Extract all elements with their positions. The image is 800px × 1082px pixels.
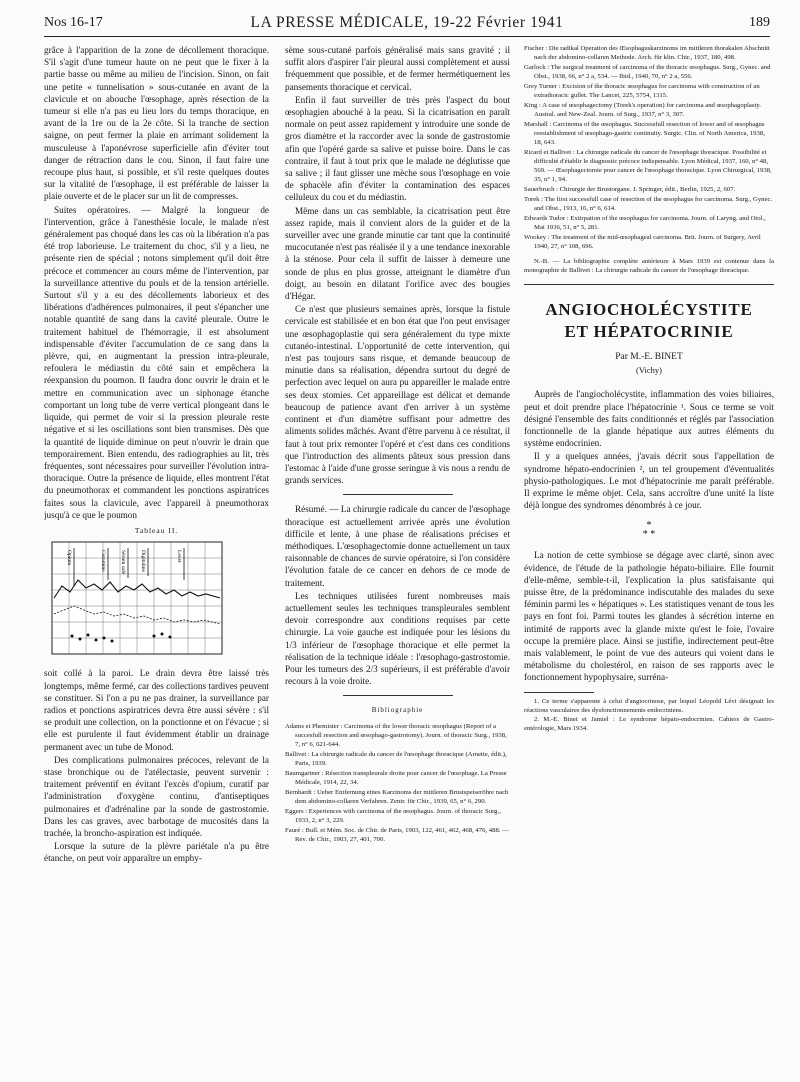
bibliography-entry: Ballivet : La chirurgie radicale du cancer de l'œsophage thoracique (Arnette, édit.), Paris, 1939.	[285, 750, 507, 767]
bibliography-entry: Wookey : The treatment of the mid-œsophageal carcinoma. Brit. Journ. of Surgery, Avril 1940, 27, n° 108, 696.	[524, 234, 761, 250]
bibliography-entry: King : A case of œsophagectomy (Torek's operation) for carcinoma and œsophagoplasty. Austral. and New-Zeal. Journ. of Surg., 1937, n° 3, 307.	[524, 102, 761, 118]
bibliography-entry: Baumgartner : Résection transpleurale droite pour cancer de l'œsophage. La Presse Médicale, 1914, 22, 34.	[285, 769, 507, 786]
column-1	[44, 44, 269, 1074]
paragraph: Suites opératoires. — Malgré la longueur de l'intervention, grâce à l'anesthésie locale, le malade n'est généralement pas choqué dans les cas où la libération n'a pas été trop laborieuse. Le traitement du choc, s'il y a lieu, ne présente rien de spécial ; notons simplement qu'il doit être précoce et commencer au cours même de l'intervention, par la surveillance attentive du pouls et de la tension artérielle. Surtout s'il y a eu des décollements laborieux et des libérations d'adhérences pulmonaires, il peut s'épancher une notable quantité de sang dans la cavité pleurale. Outre le traitement habituel de l'hémorragie, il est absolument indispensable d'éviter l'accumulation de ce sang dans la plèvre, qui, en augmentant la pression intra-pleurale, refoulera le médiastin du côté sain et empêchera la réexpansion du poumon. Il faudra donc ouvrir le drain et le mettre en communication avec un siphonage étanche comportant un long tube de verre vertical plongeant dans le liquide, qui permet de voir si la pression pleurale reste négative et si les oscillations sont bien transmises. Dès que la quantité de liquide diminue on peut n'ouvrir le drain que temporairement. Bien entendu, des radiographies au lit, très fréquentes, sont nécessaires pour surveiller l'évolution intra-thoracique. Outre la présence de liquide, elles montrent l'état du pneumothorax et commandent les ponctions aspiratrices faites sous la clavicule, avec l'appareil à pneumothorax jusqu'à ce que le poumon	[44, 204, 269, 520]
footnote: 2. M.-E. Binet et Jamiel : Le syndrome hépato-endocrinien. Cahiers de Gastro-entérologie, Mars 1934.	[524, 715, 774, 732]
bibliography-entry: Grey Turner : Excision of the thoracic œsophagus for carcinoma with construction of an extrathoracic gullet. The Lancet, 225, 5754, 1315.	[524, 83, 760, 99]
table-caption: Tableau II.	[134, 525, 179, 535]
clinical-chart-figure	[44, 540, 269, 660]
bibliography-entry: Garlock : The surgical treatment of carcinoma of the thoracic œsophagus. Surg., Gynec. and Obst., 1938, 66, n° 2 a, 534. — Ibid., 1940, 70, n° 2 a, 556.	[524, 64, 771, 80]
divider	[343, 494, 453, 495]
page-number: 189	[749, 15, 770, 30]
curve-label: Opium	[66, 550, 72, 566]
article-title-line-1: ANGIOCHOLÉCYSTITE	[545, 300, 753, 319]
paragraph: sème sous-cutané parfois généralisé mais sans gravité ; il suffit alors d'aspirer l'air pleural aussi complètement et aussi fréquemment que possible, et de fermer hermétiquement les pansements thoracique et cervical.	[285, 45, 510, 92]
bibliography-entry: Marshall : Carcinoma of the œsophagus. Successfull resection of lower and of œsophagus reestablishment of œsophago-gastric continuity. Surgic. Clin. of North America, 1938, 18, 643.	[524, 121, 765, 146]
article-author: Par M.-E. BINET	[615, 352, 683, 362]
curve-label: Coramine	[100, 550, 106, 572]
footnote-separator	[524, 692, 594, 693]
bibliography-heading: Bibliographie	[371, 706, 424, 715]
bibliography-entry: Sauerbruch : Chirurgie der Brustorgane. J. Springer, édit., Berlin, 1925, 2, 607.	[524, 186, 736, 193]
paragraph: soit collé à la paroi. Le drain devra être laissé très longtemps, même fermé, car des collections tardives peuvent se constituer. Si l'on a pu ne pas drainer, la surveillance par radios et ponctions aspiratrices devra être aussi sévère : s'il se produit une collection, on la ponctionne et on l'évacue ; si elle est purulente il faut évidemment établir un drainage permanent avec un tube de Monod.	[44, 668, 269, 752]
issue-number: Nos 16-17	[44, 15, 103, 30]
bibliography-entry: Adams et Phemister : Carcinoma of the lower thoracic œsophagus (Report of a succesfull resection and œsophago-gastrotomy). Journ. of thoracic Surg., 1938, 7, n° 6, 621-644.	[285, 722, 507, 748]
bibliography-note: N.-B. — La bibliographie complète antérieure à Mars 1939 est contenue dans la monographie de Ballivet : La chirurgie radicale du cancer de l'œsophage thoracique.	[524, 258, 774, 274]
paragraph: Les techniques utilisées furent nombreuses mais actuellement seules les techniques transpleurales semblent devoir correspondre aux conditions requises par cette chirurgie. La voie gauche est indiquée pour les lésions du 1/3 inférieur de l'œsophage thoracique et elle permet la réalisation de la technique idéale : l'œsophago-gastrostomie. Pour les tumeurs des 2/3 supérieurs, il est préférable d'avoir recours à la voie droite.	[285, 590, 510, 687]
journal-title: LA PRESSE MÉDICALE, 19-22 Février 1941	[250, 14, 564, 31]
paragraph: Lorsque la suture de la plèvre pariétale n'a pu être étanche, on peut voir apparaître un emphy-	[44, 841, 269, 864]
bibliography-entry: Fischer : Die radikal Operation des Œsophaguskarzinoms im mittleren thorakalen Abschnitt nach der abdomino-collaren Methode. Arch. für klin. Chir., 1937, 180, 498.	[524, 45, 770, 61]
bibliography-entry: Edwards Tudor : Extirpation of the œsophagus for carcinoma. Journ. of Laryng. and Otol., Mai 1936, 51, n° 5, 281.	[524, 215, 766, 231]
bibliography-entry: Ricard et Ballivet : La chirurgie radicale du cancer de l'œsophage thoracique. Possibilité et difficulté d'établir le diagnostic précoce indispensable. Lyon Médical, 1937, 160, n° 48, 569. — Œsophagectomie pour cancer de l'œsophage thoracique. Lyon Chirurgical, 1938, 35, n° 1, 94.	[524, 149, 772, 183]
curve-label: Sérum salé	[120, 550, 126, 575]
asterism-bottom: * *	[642, 529, 656, 541]
paragraph: La notion de cette symbiose se dégage avec clarté, sinon avec évidence, de l'étude de la pathologie hépato-biliaire. Elle fournit d'elle-même, semble-t-il, l'explication la plus satisfaisante qui puisse être, de la prédominance indiscutable des malades du sexe féminin parmi les « hépatiques ». Les statistiques venant de tous les pays en font foi. Parmi toutes les glandes à sécrétion interne en intimité de rapports avec la glande mixte qu'est le foie, l'ovaire occupe la première place. Ainsi se justifie, indirectement peut-être mais valablement, le point de vue des auteurs qui voient dans le métabolisme du cholestérol, en raison de ses rapports avec le fonctionnement hypophysaire, surréna-	[524, 550, 774, 683]
article-divider	[524, 284, 774, 285]
summary-paragraph: Résumé. — La chirurgie radicale du cancer de l'œsophage thoracique est actuellement arrivée après une évolution difficile et lente, à une phase de réalisations précises et méthodiques. L'œsophagectomie donne actuellement un taux raisonnable de chances de survie opératoire, si l'on considère l'évolution fatale de ce cancer en dehors de ce mode de traitement.	[285, 504, 510, 588]
asterism-top: *	[646, 520, 652, 532]
bibliography-entry: Torek : The first successfull case of resection of the œsophagus for carcinoma. Surg., Gynec. and Obst., 1913, 16, n° 6, 614.	[524, 196, 773, 212]
paragraph: Ce n'est que plusieurs semaines après, lorsque la fistule cervicale est stabilisée et en bon état que l'on peut envisager une œsophagoplastie qui sera généralement du type mixte cutanéo-intestinal. L'opportunité de cette intervention, qui n'est pas toujours sans risque, et demande beaucoup de minutie dans sa réalisation, dépendra surtout du degré de perfection avec lequel on aura pu appareiller le malade entre ses deux stomies. Cet appareillage est délicat et demande beaucoup de patience avant d'en arriver à un système continent et d'un diamètre suffisant pour admettre des aliments solides mâchés. Avant d'être parvenu à ce résultat, il faut à tout prix remonter l'opéré et c'est dans ces conditions que l'introduction des aliments pâteux sous pression dans l'estomac à l'aide d'une grosse seringue à vis nous a rendu de grands services.	[285, 304, 510, 486]
section-break	[524, 521, 774, 539]
curve-label: Digitaline	[140, 550, 146, 573]
article-title-line-2: ET HÉPATOCRINIE	[564, 322, 734, 341]
paragraph: Auprès de l'angiocholécystite, inflammation des voies biliaires, peut et doit prendre place l'hépatocrinie ¹. Sous ce terme se voit désigné l'ensemble des faits conditionnés et réglés par l'association fonctionnelle de la glande hépatique aux autres éléments du système endocrinien.	[524, 389, 774, 449]
bibliography-entry: Eggers : Experiences with carcinoma of the œsophagus. Journ. of thoracic Surg., 1933, 2, n° 3, 229.	[285, 807, 501, 824]
paragraph: grâce à l'apparition de la zone de décollement thoracique. S'il s'agit d'une tumeur haute on ne peut que le fixer à la partie basse ou même au milieu de l'incision. Sinon, on fait une petite « tunnelisation » sous-cutanée en avant de la clavicule et on abouche l'œsophage, après résection de la tumeur si elle n'a pas eu lieu lors du temps thoracique, en avant de la 1re ou de la 2e côte. Si la tranche de section saigne, on peut fermer la plaie en arrimant solidement la musculeuse à l'aponévrose superficielle afin d'éviter tout danger de rétraction dans le cou. Sinon, il faut faire une recoupe plus haut, si possible, et s'il reste quelques doutes sur la vitalité de l'œsophage, il est préférable de laisser la plaie ouverte et de le placer sur un lit de compresses.	[44, 45, 269, 202]
footnote: 1. Ce terme s'apparente à celui d'angiocrinose, par lequel Léopold Lévi désignait les réactions vasculaires des dysfonctionnements endocriniens.	[524, 697, 774, 714]
bibliography-entry: Bernhardt : Ueber Entfernung eines Karzinoms der mittleren Brustspeiseröhre nach dem abdomino-collaren Verfahren. Zentr. für Chir., 1939, 65, n° 6, 290.	[285, 788, 509, 805]
divider	[343, 695, 453, 696]
bibliography-entry: Fauré : Bull. et Mém. Soc. de Chir. de Paris, 1903, 122, 461, 462, 468, 476, 488. — Rev. de Chir., 1903, 27, 401, 700.	[285, 826, 509, 843]
column-3	[524, 44, 774, 1074]
paragraph: Même dans un cas semblable, la cicatrisation peut être assez rapide, mais il convient alors de la guider et de la surveiller avec une grande minutie car tant que la continuité mucocutanée n'est pas réalisée il y a une tendance inexorable à la sténose. Pour cela il suffit de laisser à demeure une sonde de plus en plus grosse, atteignant le diamètre d'un doigt, au besoin en dilatant l'orifice avec des bougies d'Hégar.	[285, 205, 510, 302]
paragraph: Il y a quelques années, j'avais décrit sous l'appellation de syndrome hépato-endocrinien ², un tel groupement d'éventualités physio-pathologiques. Le mot d'hépatocrinie me paraît préférable. Il exprime le même objet. Cela, sans accroître d'une unité la liste déjà longue des syndromes dénombrés à ce jour.	[524, 451, 774, 511]
curve-label: Lever	[176, 550, 182, 563]
page-header	[44, 14, 770, 37]
article-city: (Vichy)	[636, 365, 662, 376]
column-2	[285, 44, 510, 1074]
paragraph: Des complications pulmonaires précoces, relevant de la stase bronchique ou de l'atélectasie, peuvent survenir : traitement préventif en évitant l'excès d'opium, curatif par l'administration d'oxygène continu, d'antiseptiques pulmonaires et d'adrénaline par la sonde de gastrostomie. Dans les cas graves, avec barbotage de mucosités dans la trachée, la broncho-aspiration est indiquée.	[44, 754, 269, 838]
paragraph: Enfin il faut surveiller de très près l'aspect du bout œsophagien abouché à la peau. Si la cicatrisation en paraît normale on peut assez rapidement y introduire une sonde de gros diamètre et la raccorder avec la sonde de gastrostomie afin que l'opéré garde sa salive et puisse boire. Dans le cas contraire, il faut à tout prix que le malade ne déglutisse que sa salive ; il faut glisser une mèche sous l'œsophage en voie de sphacèle afin d'éviter la contamination des espaces celluleux du cou et du médiastin.	[285, 94, 510, 203]
